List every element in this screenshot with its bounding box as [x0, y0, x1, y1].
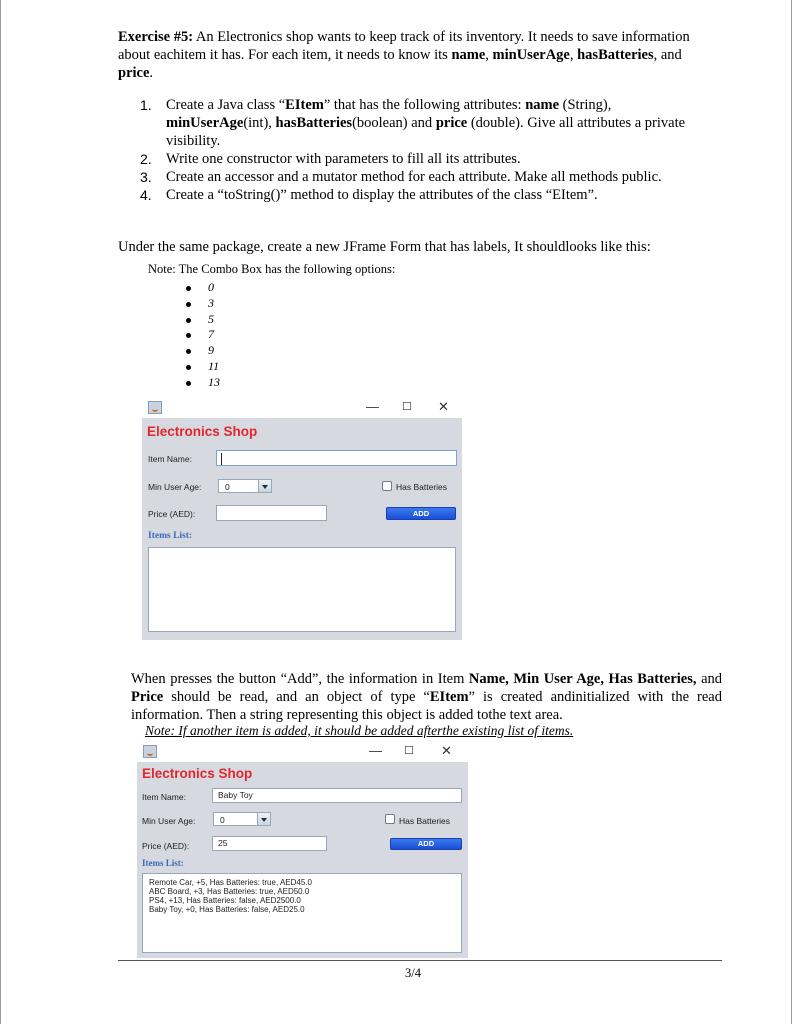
- task-item: [140, 96, 720, 150]
- combo-options-list: [182, 280, 220, 391]
- add-bold: EItem: [429, 689, 469, 705]
- attr-hasbatteries: hasBatteries: [577, 47, 654, 63]
- combo-option-text: 0: [208, 280, 214, 294]
- package-instruction: Under the same package, create a new JFrame Form that has labels, It shouldlooks like this:: [118, 239, 651, 255]
- page-right-edge: [791, 0, 792, 1024]
- list-item: PS4, +13, Has Batteries: false, AED2500.0: [149, 896, 301, 905]
- add-bold: Name, Min User Age, Has Batteries,: [468, 671, 697, 687]
- has-batteries-checkbox[interactable]: [382, 481, 392, 491]
- combo-option: [182, 375, 220, 391]
- has-batteries-label: Has Batteries: [399, 816, 451, 826]
- electronics-shop-window-empty: [142, 398, 462, 640]
- intro-sep: , and: [653, 47, 682, 63]
- intro-end: .: [149, 65, 154, 81]
- java-icon: [143, 745, 157, 758]
- intro-sep: ,: [569, 47, 578, 63]
- bullet-icon: [186, 365, 191, 370]
- add-bold: Price: [131, 689, 164, 705]
- task-text: Create a “toString()” method to display the attributes of the class “EItem”.: [166, 187, 598, 203]
- dropdown-arrow-icon[interactable]: [257, 813, 270, 825]
- items-text-area[interactable]: [142, 873, 462, 953]
- task-item: [140, 168, 720, 186]
- price-label: Price (AED):: [142, 841, 190, 851]
- min-age-label: Min User Age:: [148, 482, 202, 492]
- list-item: Remote Car, +5, Has Batteries: true, AED45.0: [149, 878, 312, 887]
- bullet-icon: [186, 286, 191, 291]
- combo-option: [182, 343, 220, 359]
- bullet-icon: [186, 349, 191, 354]
- min-age-label: Min User Age:: [142, 816, 196, 826]
- add-text: should be read, and an object of type “: [163, 689, 430, 705]
- item-name-label: Item Name:: [148, 454, 192, 464]
- close-button[interactable]: ✕: [441, 743, 452, 758]
- task-number: 3.: [140, 169, 152, 185]
- task-item: [140, 186, 720, 204]
- task-text: ” that has the following attributes:: [323, 97, 526, 113]
- min-age-combo[interactable]: [213, 812, 271, 826]
- combo-option: [182, 359, 220, 375]
- page-number: 3/4: [405, 966, 421, 980]
- add-button[interactable]: ADD: [390, 838, 462, 850]
- add-instruction: [131, 670, 722, 724]
- window-heading: Electronics Shop: [147, 424, 258, 439]
- task-bold: name: [525, 97, 560, 113]
- attr-minuserage: minUserAge: [492, 47, 570, 63]
- task-text: (String),: [559, 97, 612, 113]
- task-list: [140, 96, 720, 204]
- text-caret: [221, 453, 222, 465]
- task-item: [140, 150, 720, 168]
- java-icon: [148, 401, 162, 414]
- item-name-label: Item Name:: [142, 792, 186, 802]
- task-text: (boolean) and: [352, 115, 436, 131]
- task-number: 1.: [140, 97, 152, 113]
- bullet-icon: [186, 318, 191, 323]
- list-item: ABC Board, +3, Has Batteries: true, AED50.0: [149, 887, 310, 896]
- attr-name: name: [451, 47, 486, 63]
- dropdown-arrow-icon[interactable]: [258, 480, 271, 492]
- price-input[interactable]: [216, 505, 327, 521]
- task-text: (double). Give all attributes a private visibility.: [166, 115, 686, 149]
- maximize-button[interactable]: ☐: [402, 401, 412, 413]
- items-list-label: Items List:: [142, 858, 184, 868]
- bullet-icon: [186, 333, 191, 338]
- task-text: (int),: [243, 115, 276, 131]
- footer-rule: [118, 960, 722, 961]
- min-age-selected: 0: [225, 482, 230, 492]
- combo-option-text: 11: [208, 358, 220, 373]
- task-text: Create an accessor and a mutator method for each attribute. Make all methods public.: [166, 169, 662, 185]
- combo-option-text: 7: [208, 327, 214, 342]
- minimize-button[interactable]: —: [366, 399, 379, 414]
- append-note: Note: If another item is added, it should be added afterthe existing list of items.: [145, 723, 574, 738]
- has-batteries-checkbox[interactable]: [385, 814, 395, 824]
- window-titlebar: [137, 742, 468, 762]
- combo-option: [182, 327, 220, 343]
- combo-option: [182, 312, 220, 328]
- combo-option-text: 5: [208, 311, 214, 326]
- window-titlebar: [142, 398, 462, 418]
- exercise-intro: [118, 28, 703, 82]
- attr-price: price: [118, 65, 150, 81]
- bullet-icon: [186, 302, 191, 307]
- task-text: Write one constructor with parameters to fill all its attributes.: [166, 151, 521, 167]
- task-number: 2.: [140, 151, 152, 167]
- min-age-combo[interactable]: [218, 479, 272, 493]
- electronics-shop-window-filled: [137, 742, 468, 958]
- task-bold: EItem: [285, 97, 324, 113]
- task-text: Create a Java class “: [166, 97, 286, 113]
- window-heading: Electronics Shop: [142, 766, 253, 781]
- minimize-button[interactable]: —: [369, 743, 382, 758]
- intro-text: An Electronics shop wants to keep track of its inventory. It needs to save information about eachitem it has. For each item, it needs to know its: [118, 29, 690, 63]
- page-left-edge: [0, 0, 1, 1024]
- add-text: ” is created andinitialized with the read information. Then a string representing this object is added tothe text area.: [131, 689, 722, 723]
- bullet-icon: [186, 381, 191, 386]
- combo-option: [182, 280, 220, 296]
- items-text-area[interactable]: [148, 547, 456, 632]
- price-label: Price (AED):: [148, 509, 196, 519]
- price-input[interactable]: 25: [212, 836, 327, 851]
- add-text: When presses the button “Add”, the information in Item: [131, 671, 469, 687]
- maximize-button[interactable]: ☐: [404, 745, 414, 757]
- add-button[interactable]: ADD: [386, 507, 456, 520]
- add-text: and: [696, 671, 723, 687]
- items-list-label: Items List:: [148, 531, 193, 541]
- has-batteries-label: Has Batteries: [396, 482, 448, 492]
- combo-note: Note: The Combo Box has the following options:: [148, 262, 396, 276]
- task-number: 4.: [140, 187, 152, 203]
- item-name-input[interactable]: Baby Toy: [212, 788, 462, 803]
- combo-option-text: 9: [208, 343, 214, 358]
- combo-option: [182, 296, 220, 312]
- task-bold: hasBatteries: [275, 115, 353, 131]
- list-item: Baby Toy, +0, Has Batteries: false, AED25.0: [149, 905, 305, 914]
- combo-option-text: 3: [208, 295, 214, 310]
- min-age-selected: 0: [220, 815, 225, 825]
- close-button[interactable]: ✕: [438, 399, 449, 414]
- exercise-heading: Exercise #5:: [118, 29, 194, 45]
- intro-sep: ,: [485, 47, 493, 63]
- task-bold: minUserAge: [166, 115, 244, 131]
- task-bold: price: [435, 115, 468, 131]
- item-name-input[interactable]: [216, 450, 457, 466]
- combo-option-text: 13: [208, 374, 220, 389]
